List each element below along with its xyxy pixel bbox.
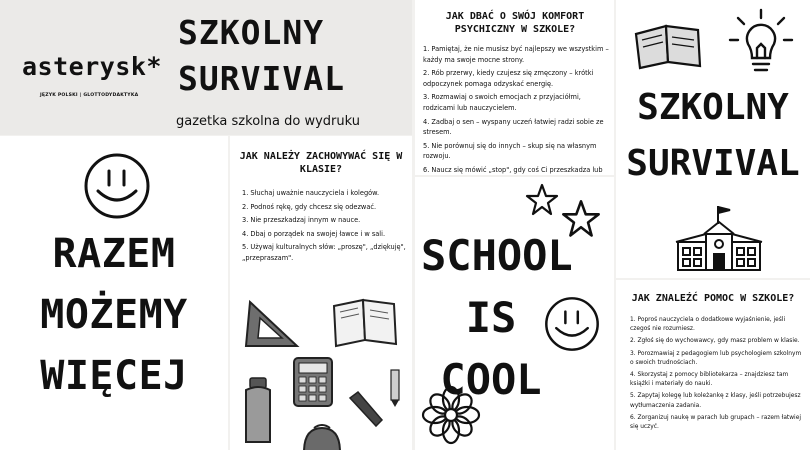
list-item: 3. Rozmawiaj o swoich emocjach z przyjaciółmi, rodzicami lub nauczycielem. (423, 93, 581, 112)
list-item: 1. Poproś nauczyciela o dodatkowe wyjaśnienie, jeśli czegoś nie rozumiesz. (630, 317, 786, 333)
list-item: 5. Nie porównuj się do innych – skup się na własnym rozwoju. (423, 141, 597, 161)
school-building-icon (674, 204, 764, 274)
header-banner (0, 0, 412, 135)
flower-icon (421, 385, 481, 450)
poster-school-is-cool (415, 177, 614, 450)
list-item: 5. Używaj kulturalnych słów: „proszę", „dziękuję", „przepraszam". (242, 243, 406, 262)
card-help-list (630, 316, 806, 435)
card-classroom-title: JAK NALEŻY ZACHOWYWAĆ SIĘ W KLASIE? (239, 151, 403, 175)
list-item: 6. Naucz się mówić „stop", gdy coś Ci przeszkadza lub (423, 165, 603, 174)
smiley-icon (82, 151, 152, 221)
water-bottle-icon (240, 376, 276, 446)
card-mental-comfort (415, 0, 614, 175)
list-item: 4. Dbaj o porządek na swojej ławce i w sali. (242, 229, 386, 238)
list-item: 1. Pamiętaj, że nie musisz być najlepszy we wszystkim – każdy ma swoje mocne strony. (423, 45, 609, 64)
card-find-help (616, 280, 810, 450)
card-classroom-rules (230, 136, 412, 450)
smiley-icon (543, 295, 601, 353)
list-item: 2. Rób przerwy, kiedy czujesz się zmęczony – krótki odpoczynek pomaga odzyskać energię. (423, 69, 594, 88)
triangle-ruler-icon (242, 296, 302, 351)
list-item: 2. Podnoś rękę, gdy chcesz się odezwać. (242, 202, 377, 211)
pencil-icon (388, 368, 402, 408)
poster-razem-text: RAZEM MOŻEMY WIĘCEJ (40, 231, 188, 399)
open-book-icon (632, 22, 704, 72)
card-comfort-list (423, 44, 609, 175)
list-item: 2. Zgłoś się do wychowawcy, gdy masz problem w klasie. (630, 338, 800, 345)
card-comfort-title: JAK DBAĆ O SWÓJ KOMFORT PSYCHICZNY W SZKOLE? (445, 11, 585, 35)
backpack-icon (300, 422, 344, 450)
list-item: 3. Porozmawiaj z pedagogiem lub psychologiem szkolnym o swoich trudnościach. (630, 350, 802, 366)
banner-title: SZKOLNY SURVIVAL (178, 13, 345, 98)
card-help-title: JAK ZNALEŹĆ POMOC W SZKOLE? (631, 293, 795, 304)
open-book-icon (330, 296, 400, 351)
poster-razem (0, 136, 228, 450)
poster-szkolny-survival (616, 0, 810, 278)
list-item: 4. Skorzystaj z pomocy bibliotekarza – znajdziesz tam książki i materiały do nauki. (630, 372, 789, 388)
list-item: 4. Zadbaj o sen – wyspany uczeń łatwiej radzi sobie ze stresem. (423, 117, 604, 137)
calculator-icon (292, 356, 334, 408)
card-classroom-list (242, 188, 406, 267)
banner-subtitle: gazetka szkolna do wydruku (176, 114, 360, 129)
lightbulb-icon (726, 8, 796, 78)
marker-icon (346, 388, 386, 428)
star-icon (525, 183, 559, 217)
poster-right-title: SZKOLNY SURVIVAL (626, 87, 800, 184)
brand-subtitle: JĘZYK POLSKI | GLOTTODYDAKTYKA (40, 93, 139, 98)
poster-cool-text: SCHOOL IS COOL (421, 231, 573, 404)
list-item: 1. Słuchaj uważnie nauczyciela i kolegów. (242, 189, 380, 197)
list-item: 3. Nie przeszkadzaj innym w nauce. (242, 216, 361, 225)
brand-logo: asterysk* (22, 52, 162, 81)
list-item: 5. Zapytaj kolegę lub koleżankę z klasy, jeśli potrzebujesz wytłumaczenia zadania. (630, 393, 801, 409)
list-item: 6. Zorganizuj naukę w parach lub grupach – razem łatwiej się uczyć. (630, 414, 801, 431)
